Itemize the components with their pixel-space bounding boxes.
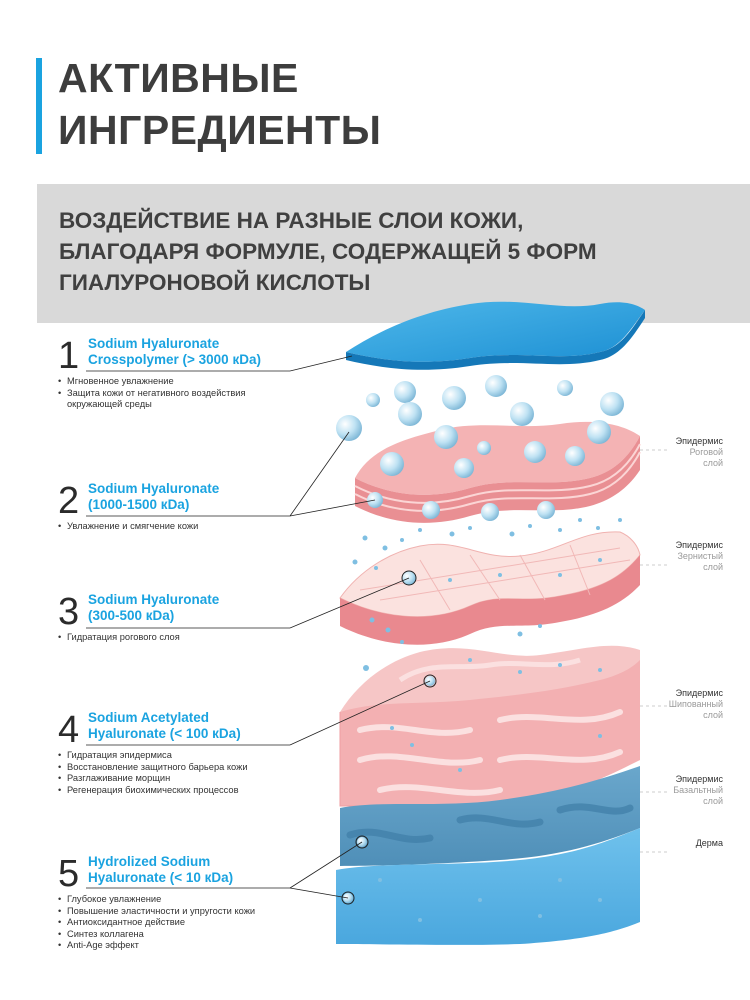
ingredient-number: 5 [58, 853, 80, 895]
layer-label-sub: слой [703, 710, 723, 720]
layer-label-main: Дерма [695, 838, 723, 848]
subtitle-line: БЛАГОДАРЯ ФОРМУЛЕ, СОДЕРЖАЩЕЙ 5 ФОРМ [59, 239, 597, 264]
layer-label-sub: Роговой [689, 447, 723, 457]
layer-label-main: Эпидермис [675, 774, 723, 784]
ingredient-name-line: Sodium Hyaluronate [88, 592, 220, 607]
benefit-item: • Регенерация биохимических процессов [58, 785, 248, 797]
ingredient-name-line: Sodium Hyaluronate [88, 481, 220, 496]
ingredient-name-line: Hyaluronate (< 10 кDa) [88, 870, 234, 885]
ingredient-name-line: Sodium Hyaluronate [88, 336, 220, 351]
ingredient-name [88, 592, 219, 624]
benefit-item: • Глубокое увлажнение [58, 894, 255, 906]
layer-label-basal [673, 774, 723, 807]
benefit-item: • Антиоксидантное действие [58, 917, 255, 929]
title-line: АКТИВНЫЕ [58, 55, 299, 101]
layer-label-main: Эпидермис [675, 436, 723, 446]
ingredient-name-line: Hyaluronate (< 100 кDa) [88, 726, 241, 741]
benefit-item: • Гидратация рогового слоя [58, 632, 180, 644]
ingredient-name [88, 481, 219, 513]
benefit-item: • Anti-Age эффект [58, 940, 255, 952]
title-line: ИНГРЕДИЕНТЫ [58, 107, 382, 153]
ingredient-name-line: (1000-1500 кDa) [88, 497, 190, 512]
benefit-item: • Разглаживание морщин [58, 773, 248, 785]
ingredient-name [88, 854, 233, 886]
subtitle-line: ВОЗДЕЙСТВИЕ НА РАЗНЫЕ СЛОИ КОЖИ, [59, 208, 524, 233]
layer-label-sub: слой [703, 562, 723, 572]
layer-label-granular [676, 540, 723, 573]
ingredient-name-line: (300-500 кDa) [88, 608, 175, 623]
ingredient-number: 1 [58, 335, 80, 377]
ingredient-benefits [58, 750, 248, 796]
benefit-item: • Повышение эластичности и упругости кожи [58, 906, 255, 918]
ingredient-benefits [58, 376, 246, 411]
benefit-item: • Защита кожи от негативного воздействия [58, 388, 246, 400]
benefit-item: • Увлажнение и смягчение кожи [58, 521, 198, 533]
benefit-item: • Синтез коллагена [58, 929, 255, 941]
benefit-item: • Гидратация эпидермиса [58, 750, 248, 762]
benefit-item: • Мгновенное увлажнение [58, 376, 246, 388]
layer-label-corneum [676, 436, 723, 469]
ingredient-benefits [58, 894, 255, 952]
ingredient-benefits [58, 521, 198, 533]
benefit-item: • Восстановление защитного барьера кожи [58, 762, 248, 774]
layer-label-sub: Зернистый [677, 551, 723, 561]
layer-label-main: Эпидермис [675, 540, 723, 550]
layer-label-dermis [696, 838, 723, 849]
layer-label-sub: слой [703, 796, 723, 806]
layer-label-sub: слой [703, 458, 723, 468]
layer-label-sub: Базальтный [673, 785, 723, 795]
ingredient-number: 3 [58, 591, 80, 633]
subtitle-line: ГИАЛУРОНОВОЙ КИСЛОТЫ [59, 270, 371, 295]
ingredient-benefits [58, 632, 180, 644]
layer-label-main: Эпидермис [675, 688, 723, 698]
layer-label-spinous [669, 688, 723, 721]
ingredient-name [88, 710, 241, 742]
ingredient-name-line: Crosspolymer (> 3000 кDa) [88, 352, 261, 367]
ingredient-name [88, 336, 261, 368]
ingredient-number: 2 [58, 480, 80, 522]
ingredient-name-line: Hydrolized Sodium [88, 854, 211, 869]
ingredient-name-line: Sodium Acetylated [88, 710, 210, 725]
layer-guide-lines [640, 450, 670, 852]
crosspolymer-layer [346, 302, 645, 370]
benefit-item-continued: окружающей среды [67, 399, 152, 409]
layer-label-sub: Шипованный [668, 699, 723, 709]
ingredient-number: 4 [58, 709, 80, 751]
